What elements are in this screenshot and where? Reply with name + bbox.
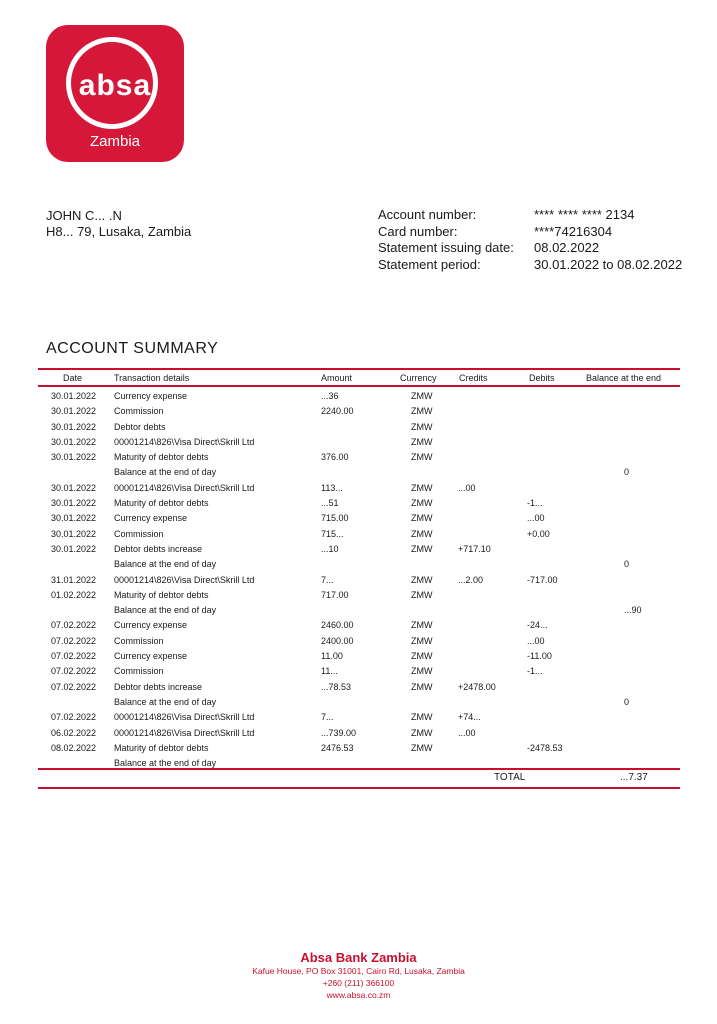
footer-phone: +260 (211) 366100 <box>322 978 395 988</box>
cell-description: 00001214\826\Visa Direct\Skrill Ltd <box>114 712 255 723</box>
table-row <box>38 711 680 726</box>
cell-date: 07.02.2022 <box>51 712 97 723</box>
cell-date: 30.01.2022 <box>51 513 97 524</box>
account-row <box>378 207 682 224</box>
cell-description: Commission <box>114 666 164 677</box>
cell-amount: 376.00 <box>321 452 349 463</box>
statement-period-value: 30.01.2022 to 08.02.2022 <box>534 256 683 272</box>
cell-credits: +2478.00 <box>458 681 496 692</box>
cell-currency: ZMW <box>411 528 433 539</box>
cell-date: 07.02.2022 <box>51 651 97 662</box>
cell-date: 07.02.2022 <box>51 666 97 677</box>
table-row <box>38 497 680 512</box>
cell-amount: 715.00 <box>321 513 349 524</box>
col-credits: Credits <box>459 373 488 383</box>
cell-date: 06.02.2022 <box>51 727 97 738</box>
cell-currency: ZMW <box>411 436 433 447</box>
cell-description: Currency expense <box>114 513 188 524</box>
cell-amount: 11... <box>321 666 338 677</box>
cell-description: 00001214\826\Visa Direct\Skrill Ltd <box>114 574 255 585</box>
table-row <box>38 742 680 757</box>
cell-amount: 11.00 <box>321 651 343 662</box>
cell-description: Maturity of debtor debts <box>114 742 209 753</box>
divider <box>38 368 680 370</box>
customer-address: H8... 79, Lusaka, Zambia <box>46 224 192 239</box>
divider <box>38 787 680 789</box>
cell-debits: -2478.53 <box>527 742 563 753</box>
cell-currency: ZMW <box>411 635 433 646</box>
cell-description: Commission <box>114 635 164 646</box>
account-number-value: **** **** **** 2134 <box>534 207 635 222</box>
statement-date-label: Statement issuing date: <box>378 240 514 255</box>
account-row <box>378 224 682 241</box>
cell-description: Debtor debts increase <box>114 681 203 692</box>
cell-amount: ...78.53 <box>321 681 352 692</box>
cell-credits: +74... <box>458 712 481 723</box>
table-row <box>38 589 680 604</box>
table-row <box>38 696 680 711</box>
cell-amount: 113... <box>321 482 343 493</box>
col-currency: Currency <box>400 373 437 383</box>
table-row <box>38 390 680 405</box>
logo-country: Zambia <box>89 133 141 150</box>
cell-description: Currency expense <box>114 651 188 662</box>
cell-description: Commission <box>114 528 164 539</box>
cell-debits: +0.00 <box>527 528 550 539</box>
col-amount: Amount <box>321 373 353 383</box>
cell-balance: 0 <box>624 559 630 570</box>
statement-date-value: 08.02.2022 <box>534 240 600 255</box>
cell-date: 30.01.2022 <box>51 436 97 447</box>
cell-description: 00001214\826\Visa Direct\Skrill Ltd <box>114 436 255 447</box>
footer-website[interactable]: www.absa.co.zm <box>326 990 391 1000</box>
cell-description: Balance at the end of day <box>114 559 217 570</box>
cell-currency: ZMW <box>411 742 433 753</box>
cell-description: 00001214\826\Visa Direct\Skrill Ltd <box>114 727 255 738</box>
account-details <box>378 207 682 273</box>
cell-date: 30.01.2022 <box>51 482 97 493</box>
cell-amount: 2460.00 <box>321 620 354 631</box>
col-description: Transaction details <box>114 373 190 383</box>
summary-title: ACCOUNT SUMMARY <box>46 340 219 357</box>
cell-description: Maturity of debtor debts <box>114 589 209 600</box>
col-balance: Balance at the end <box>586 373 662 383</box>
cell-debits: -1... <box>527 666 543 677</box>
footer <box>0 950 717 1001</box>
divider <box>38 385 680 387</box>
table-row <box>38 421 680 436</box>
table-header <box>38 371 680 385</box>
cell-amount: 2476.53 <box>321 742 354 753</box>
cell-amount: ...739.00 <box>321 727 357 738</box>
cell-currency: ZMW <box>411 406 433 417</box>
cell-currency: ZMW <box>411 651 433 662</box>
table-row <box>38 482 680 497</box>
cell-date: 30.01.2022 <box>51 421 97 432</box>
cell-date: 08.02.2022 <box>51 742 97 753</box>
cell-credits: ...00 <box>458 482 476 493</box>
cell-date: 30.01.2022 <box>51 543 97 554</box>
cell-amount: ...51 <box>321 498 339 509</box>
cell-date: 07.02.2022 <box>51 620 97 631</box>
table-row <box>38 466 680 481</box>
cell-amount: 7... <box>321 712 334 723</box>
account-number-label: Account number: <box>378 207 477 222</box>
table-row <box>38 619 680 634</box>
table-row <box>38 436 680 451</box>
account-row <box>378 257 682 274</box>
cell-currency: ZMW <box>411 574 433 585</box>
account-row <box>378 240 682 257</box>
cell-description: Balance at the end of day <box>114 758 217 769</box>
cell-date: 30.01.2022 <box>51 391 97 401</box>
cell-description: Balance at the end of day <box>114 467 217 478</box>
table-row <box>38 512 680 527</box>
cell-currency: ZMW <box>411 727 433 738</box>
footer-address: Kafue House, PO Box 31001, Cairo Rd, Lusaka, Zambia <box>252 966 465 976</box>
cell-currency: ZMW <box>411 543 433 554</box>
cell-description: Maturity of debtor debts <box>114 498 209 509</box>
cell-currency: ZMW <box>411 620 433 631</box>
cell-description: Maturity of debtor debts <box>114 452 209 463</box>
card-number-label: Card number: <box>378 223 458 239</box>
total-label: TOTAL <box>494 772 526 783</box>
cell-description: Debtor debts increase <box>114 543 203 554</box>
cell-currency: ZMW <box>411 666 433 677</box>
cell-currency: ZMW <box>411 513 433 524</box>
cell-description: Commission <box>114 406 164 417</box>
table-row <box>38 528 680 543</box>
cell-date: 01.02.2022 <box>51 589 97 600</box>
table-row <box>38 665 680 680</box>
cell-date: 30.01.2022 <box>51 498 97 509</box>
table-row <box>38 558 680 573</box>
table-row <box>38 543 680 558</box>
cell-debits: -24... <box>527 620 548 631</box>
cell-currency: ZMW <box>411 681 433 692</box>
total-row <box>38 769 680 787</box>
table-row <box>38 727 680 742</box>
cell-date: 07.02.2022 <box>51 681 97 692</box>
customer-name: JOHN C... .N <box>46 208 122 223</box>
cell-credits: ...00 <box>458 727 476 738</box>
cell-credits: ...2.00 <box>458 574 484 585</box>
cell-currency: ZMW <box>411 452 433 463</box>
cell-currency: ZMW <box>411 589 433 600</box>
cell-amount: ...36 <box>321 391 339 401</box>
cell-debits: -717.00 <box>527 574 558 585</box>
table-row <box>38 635 680 650</box>
cell-date: 31.01.2022 <box>51 574 97 585</box>
cell-debits: -1... <box>527 498 543 509</box>
cell-currency: ZMW <box>411 498 433 509</box>
total-value: ...7.37 <box>620 772 648 783</box>
cell-amount: 2400.00 <box>321 635 354 646</box>
cell-credits: +717.10 <box>458 543 491 554</box>
table-row <box>38 650 680 665</box>
cell-amount: 715... <box>321 528 344 539</box>
col-debits: Debits <box>529 373 555 383</box>
cell-description: Balance at the end of day <box>114 605 217 616</box>
cell-debits: ...00 <box>527 513 545 524</box>
cell-debits: ...00 <box>527 635 545 646</box>
cell-amount: 717.00 <box>321 589 349 600</box>
cell-amount: ...10 <box>321 543 339 554</box>
absa-logo <box>46 25 184 162</box>
transactions-table <box>38 390 680 772</box>
cell-currency: ZMW <box>411 421 433 432</box>
col-date: Date <box>63 373 83 383</box>
logo-mark: absa <box>78 69 152 102</box>
cell-currency: ZMW <box>411 482 433 493</box>
cell-currency: ZMW <box>411 391 433 401</box>
cell-balance: ...90 <box>624 605 642 616</box>
cell-date: 07.02.2022 <box>51 635 97 646</box>
card-number-value: ****74216304 <box>534 223 613 239</box>
cell-description: Currency expense <box>114 391 188 401</box>
table-row <box>38 574 680 589</box>
cell-debits: -11.00 <box>527 651 552 662</box>
cell-balance: 0 <box>624 696 630 707</box>
cell-description: Currency expense <box>114 620 188 631</box>
cell-description: 00001214\826\Visa Direct\Skrill Ltd <box>114 482 255 493</box>
customer-block <box>46 208 191 240</box>
cell-date: 30.01.2022 <box>51 452 97 463</box>
cell-currency: ZMW <box>411 712 433 723</box>
statement-period-label: Statement period: <box>378 256 481 272</box>
table-row <box>38 604 680 619</box>
table-row <box>38 451 680 466</box>
cell-amount: 7... <box>321 574 334 585</box>
cell-description: Balance at the end of day <box>114 696 217 707</box>
cell-amount: 2240.00 <box>321 406 354 417</box>
footer-bank-name: Absa Bank Zambia <box>300 950 417 965</box>
cell-balance: 0 <box>624 467 630 478</box>
cell-description: Debtor debts <box>114 421 166 432</box>
cell-date: 30.01.2022 <box>51 528 97 539</box>
table-row <box>38 405 680 420</box>
table-row <box>38 681 680 696</box>
cell-date: 30.01.2022 <box>51 406 97 417</box>
